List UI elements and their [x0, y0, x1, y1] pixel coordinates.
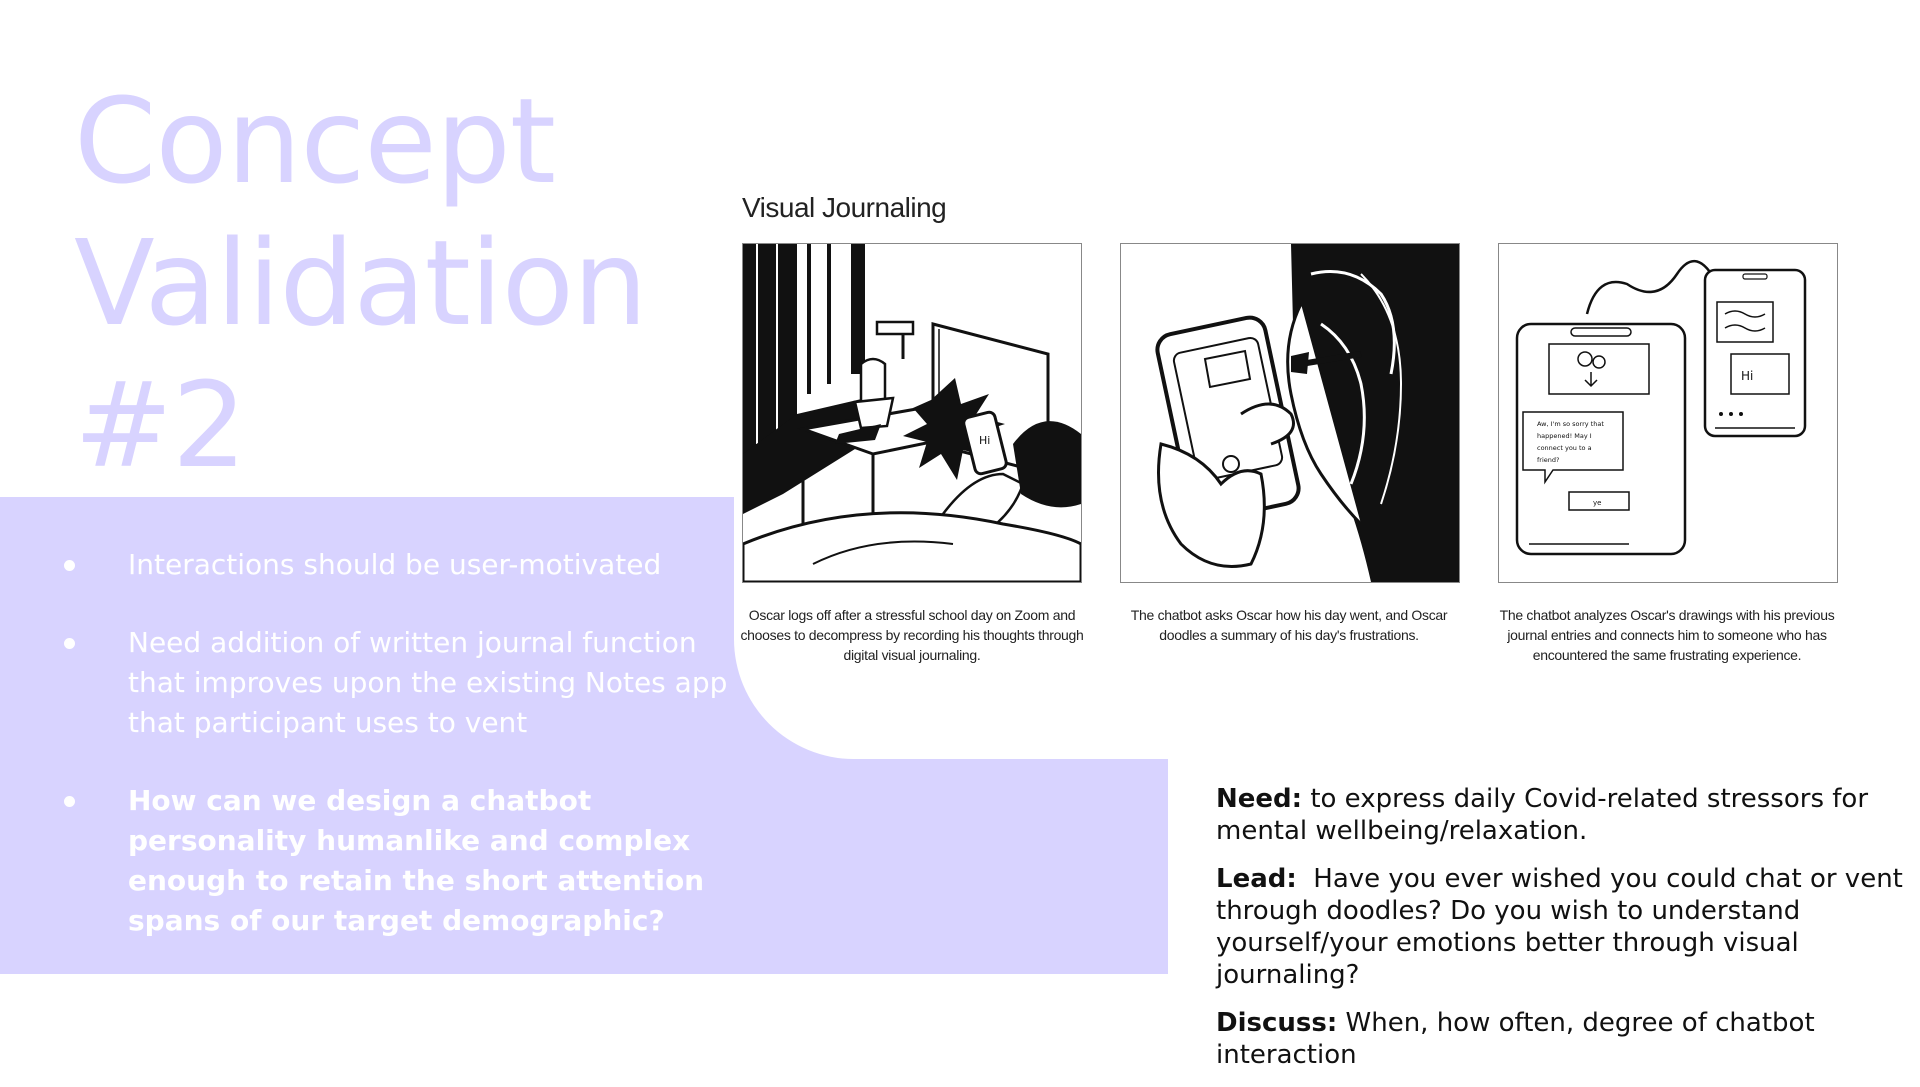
bullet-item — [58, 623, 738, 743]
phones-connection-illustration — [1499, 244, 1837, 582]
slide-title — [74, 70, 647, 496]
discuss-note — [1216, 1007, 1906, 1071]
lead-text: Have you ever wished you could chat or vent through doodles? Do you wish to understand yourself/your emotions better through visual journaling? — [1216, 864, 1903, 990]
chat-bubble-line-2: happened! May I — [1537, 432, 1592, 440]
storyboard-caption-3: The chatbot analyzes Oscar's drawings with his previous journal entries and connects him to someone who has encountered the same frustrating experience. — [1499, 607, 1835, 663]
storyboard-frame-2 — [1120, 243, 1460, 583]
bullet-text: Need addition of written journal function that improves upon the existing Notes app that participant uses to vent — [128, 626, 728, 739]
chat-reply-text: ye — [1593, 499, 1602, 507]
storyboard-caption-2: The chatbot asks Oscar how his day went, and Oscar doodles a summary of his day's frustrations. — [1130, 607, 1448, 643]
oscar-doodling-illustration — [1121, 244, 1459, 582]
discuss-label: Discuss: — [1216, 1008, 1338, 1038]
phone-hi-text: Hi — [979, 434, 991, 447]
lead-note — [1216, 863, 1906, 991]
chat-bubble-line-4: friend? — [1537, 456, 1560, 464]
discussion-notes — [1216, 783, 1906, 1087]
chat-bubble-line-3: connect you to a — [1537, 444, 1592, 452]
storyboard-frame-1 — [742, 243, 1082, 583]
storyboard-frame-3 — [1498, 243, 1838, 583]
title-line-1: Concept — [74, 72, 556, 210]
oscar-bedroom-illustration — [743, 244, 1081, 582]
discuss-text: When, how often, degree of chatbot interaction — [1216, 1008, 1815, 1070]
need-note — [1216, 783, 1906, 847]
title-line-3: #2 — [74, 356, 246, 494]
findings-list — [58, 545, 738, 979]
chat-bubble-line-1: Aw, I'm so sorry that — [1537, 420, 1604, 428]
bullet-dot-icon — [64, 560, 75, 571]
bullet-item — [58, 781, 738, 941]
title-line-2: Validation — [74, 214, 647, 352]
need-label: Need: — [1216, 784, 1303, 814]
lead-label: Lead: — [1216, 864, 1297, 894]
need-text: to express daily Covid-related stressors for mental wellbeing/relaxation. — [1216, 784, 1869, 846]
bullet-text: Interactions should be user-motivated — [128, 548, 662, 581]
phone-doodle-text: Hi — [1741, 369, 1754, 383]
storyboard-title: Visual Journaling — [742, 192, 947, 223]
bullet-text: How can we design a chatbot personality humanlike and complex enough to retain the short attention spans of our target demographic? — [128, 784, 705, 937]
bullet-item — [58, 545, 738, 585]
bullet-dot-icon — [64, 796, 75, 807]
storyboard-caption-1: Oscar logs off after a stressful school day on Zoom and chooses to decompress by recording his thoughts through digital visual journaling. — [740, 607, 1084, 663]
bullet-dot-icon — [64, 638, 75, 649]
